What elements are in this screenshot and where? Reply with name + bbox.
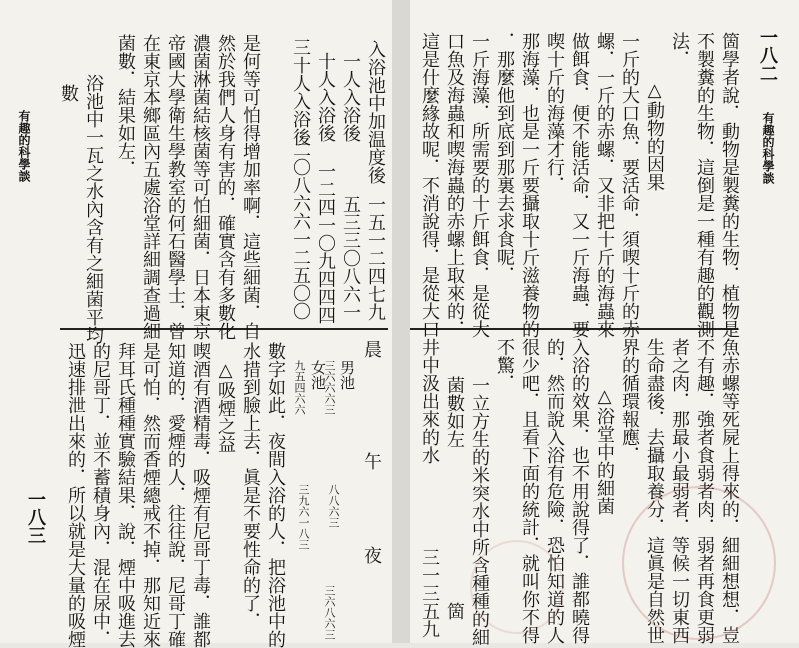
left-bottom-line-1: 數字如此．夜間入浴的人．把浴池中的 [265,342,286,648]
right-top-line-4: 一斤的大口魚．要活命．須喫十斤的赤 [619,32,640,338]
left-bottom-line-2: 水措到臉上去．眞是不要性命的了． [240,342,261,630]
left-bottom-line-5: 是可怕．然而香煙總戒不掉．那知近來 [140,342,161,648]
left-bath-noon-men: 八八六三 [327,484,340,528]
left-bath-night: 三六八六三 [323,585,336,640]
right-top-line-7: 喫十斤的海藻才行． [544,32,565,194]
left-bottom-time-morning: 晨 [361,340,382,358]
right-bottom-unit: 箇 [444,602,465,620]
left-bath-noon-women: 三九六一八三 [297,484,310,550]
left-top-line-7: 濃菌淋菌結核菌等可怕細菌．日本東京 [190,34,211,340]
left-top-line-9: 在東京本鄉區內五處浴堂詳細調查過細 [140,34,161,340]
left-bottom-time-night: 夜 [361,546,382,564]
left-bottom-men-pool: 男池 [338,360,356,390]
left-bath-morning-men: 三六六六三 [323,360,336,415]
left-top-line-2: 一人入浴後 [340,52,361,142]
left-bottom-line-7: 的尼哥丁．並不蓄積身內．混在尿中． [90,342,111,648]
left-table-number-3: 一二四一〇九四四四 [315,162,336,324]
left-top-line-6: 然於我們人身有害的．確實含有多數化 [215,34,236,340]
left-top-line-4: 三十人入浴後 [290,38,311,146]
right-page-header: 有趣的科學談 [761,112,775,184]
right-bottom-line-7: 的．然而說入浴有危險．恐怕知道的人 [544,338,565,644]
left-bottom-line-8: 迅速排泄出來的．所以就是大量的吸煙 [65,342,86,648]
right-top-line-5: 螺．一斤的赤螺．又非把十斤的海蟲來 [594,32,615,338]
left-table-number-2: 五三三〇八六一 [340,195,361,321]
right-bottom-number: 三一三五九 [419,548,440,638]
right-top-line-12: 這是什麼緣故呢．不消說得．是從大口 [419,32,440,338]
right-top-line-11: 口魚及海蟲和喫海蟲的赤螺上取來的． [444,32,465,338]
left-top-line-10: 菌數．結果如左． [115,34,136,178]
right-top-line-1: 箇學者說．動物是製糞的生物．植物是 [719,32,740,338]
left-top-line-3: 十人入浴後 [315,52,336,142]
left-bottom-heading: △吸煙之益 [215,360,236,453]
left-table-number-1: 一五一二四七九 [365,195,386,321]
right-bottom-line-12: 井中汲出來的水 [419,338,440,464]
right-top-line-10: 一斤海藻．所需要的十斤餌食．是從大 [469,32,490,338]
left-top-line-5: 是何等可怕得增加率啊．這些細菌．自 [240,34,261,340]
left-page-number: 一八三 [25,490,46,544]
right-top-heading: △動物的因果 [644,80,665,191]
left-top-line-11: 浴池中一瓦之水內含有之細菌平均 [83,74,104,344]
faint-stamp [470,540,564,634]
left-top-line-8: 帝國大學衛生學教室的何石醫學士．曾 [165,34,186,340]
right-bottom-line-2: 不有趣．強者食弱者肉．弱者再食更弱 [694,338,715,644]
left-bottom-time-noon: 午 [361,452,382,470]
right-bottom-line-8: 很少吧．且看下面的統計．就叫你不得 [519,338,540,644]
right-bottom-line-6: 入浴的效果．也不用說得了．誰都曉得 [569,338,590,644]
left-top-line-1: 入浴池中加温度後 [365,40,386,184]
page-gutter [392,0,410,643]
left-page-header: 有趣的科學談 [17,110,31,182]
left-bath-morning-women: 九五四六六 [293,360,306,415]
right-top-line-8: 那海藻．也是一斤要攝取十斤滋養物的 [519,32,540,338]
right-top-line-3: 法． [669,32,690,68]
right-bottom-line-10: 一立方生的米突水中所含種種的細 [469,376,490,646]
left-table-number-4: 二〇八六六一二五〇〇 [290,140,311,320]
right-top-line-2: 不製糞的生物．這倒是一種有趣的觀測 [694,32,715,338]
right-bottom-line-5: 界的循環報應． [619,338,640,464]
right-bottom-line-1: 魚赤螺等死屍上得來的．細細想想．豈 [719,338,740,644]
right-bottom-line-9: 不驚． [494,338,515,392]
left-bottom-line-4: 知道的．愛煙的人．往往說．尼哥丁確 [165,342,186,648]
right-bottom-line-11: 菌數如左 [444,376,465,448]
right-bottom-heading: △浴堂中的細菌 [594,386,615,515]
red-circle-stamp [622,486,776,640]
right-bottom-line-4: 生命盡後．去攝取養分．這眞是自然世 [644,338,665,644]
left-bottom-women-pool: 女池 [309,360,327,390]
left-bottom-line-3: 喫酒有酒精毒．吸煙有尼哥丁毒．誰都 [190,342,211,648]
left-bottom-line-6: 拜耳氏種種實驗結果．說．煙中吸進去 [115,342,136,648]
right-top-line-9: ．那麼他到底到那裏去求食呢． [494,32,515,284]
right-top-line-6: 做餌食．便不能活命．又一斤海蟲．要 [569,32,590,338]
right-bottom-line-3: 者之肉．那最小最弱者．等候一切東西 [669,338,690,644]
left-top-line-12: 數 [58,84,79,102]
right-page-number: 一八二 [757,28,778,82]
